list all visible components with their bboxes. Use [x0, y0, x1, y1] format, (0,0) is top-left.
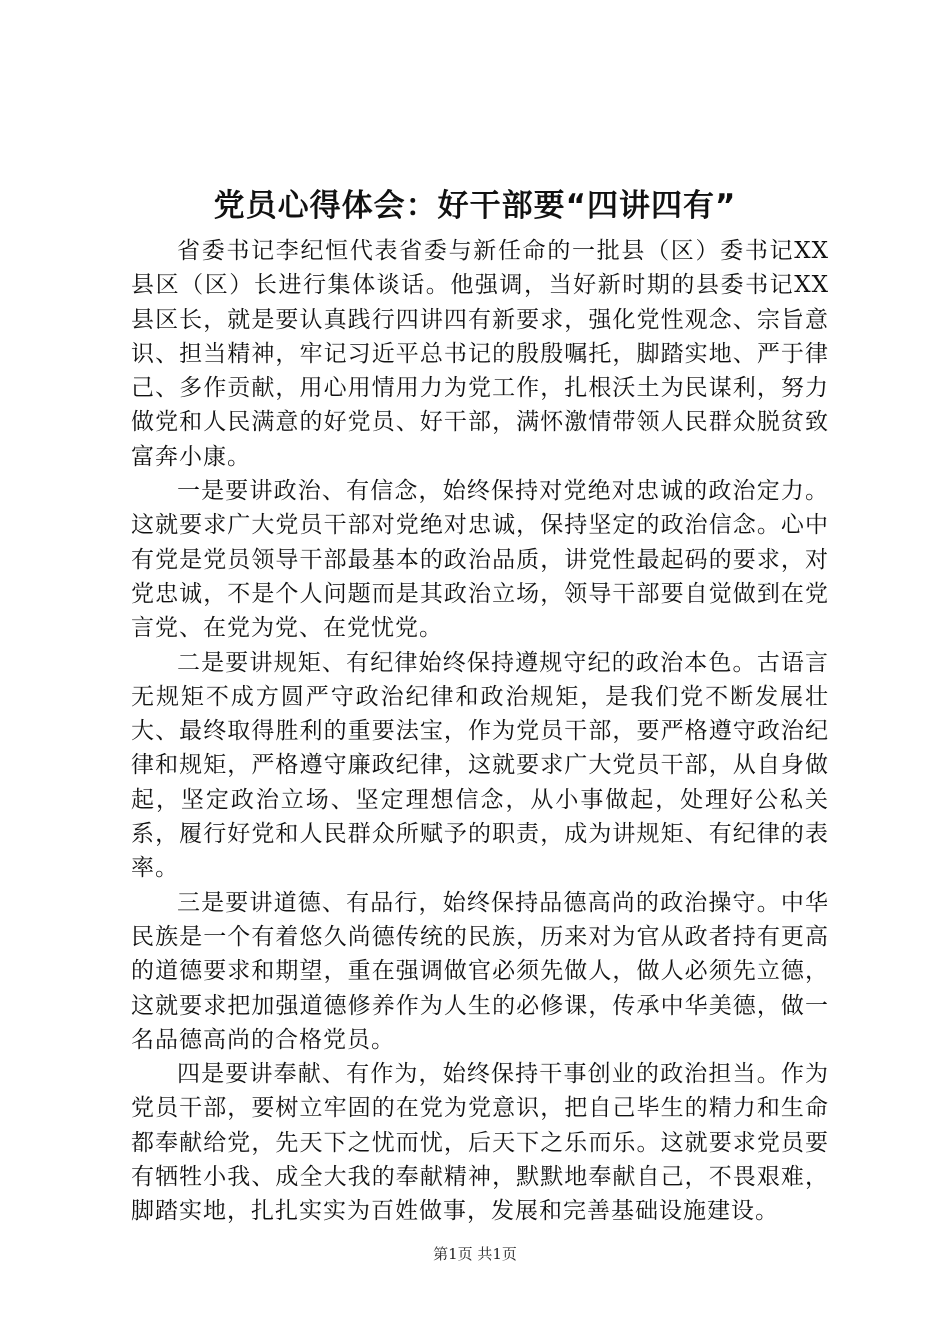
paragraph-point-3: 三是要讲道德、有品行，始终保持品德高尚的政治操守。中华民族是一个有着悠久尚德传统的民族，历来对为官从政者持有更高的道德要求和期望，重在强调做官必须先做人，做人必须先立德，这就要求把加强道德修养作为人生的必修课，传承中华美德，做一名品德高尚的合格党员。: [131, 889, 829, 1053]
paragraph-point-4: 四是要讲奉献、有作为，始终保持干事创业的政治担当。作为党员干部，要树立牢固的在党为党意识，把自己毕生的精力和生命都奉献给党，先天下之忧而忧，后天下之乐而乐。这就要求党员要有牺牲小我、成全大我的奉献精神，默默地奉献自己，不畏艰难，脚踏实地，扎扎实实为百姓做事，发展和完善基础设施建设。: [131, 1061, 829, 1225]
paragraph-intro: 省委书记李纪恒代表省委与新任命的一批县（区）委书记XX县区（区）长进行集体谈话。他强调，当好新时期的县委书记XX县区长，就是要认真践行四讲四有新要求，强化党性观念、宗旨意识、担当精神，牢记习近平总书记的殷殷嘱托，脚踏实地、严于律己、多作贡献，用心用情用力为党工作，扎根沃土为民谋利，努力做党和人民满意的好党员、好干部，满怀激情带领人民群众脱贫致富奔小康。: [131, 238, 829, 470]
page-number-footer: 第1页 共1页: [433, 1245, 517, 1263]
paragraph-point-1: 一是要讲政治、有信念，始终保持对党绝对忠诚的政治定力。这就要求广大党员干部对党绝对忠诚，保持坚定的政治信念。心中有党是党员领导干部最基本的政治品质，讲党性最起码的要求，对党忠诚，不是个人问题而是其政治立场，领导干部要自觉做到在党言党、在党为党、在党忧党。: [131, 478, 829, 642]
paragraph-point-2: 二是要讲规矩、有纪律始终保持遵规守纪的政治本色。古语言无规矩不成方圆严守政治纪律和政治规矩，是我们党不断发展壮大、最终取得胜利的重要法宝，作为党员干部，要严格遵守政治纪律和规矩，严格遵守廉政纪律，这就要求广大党员干部，从自身做起，坚定政治立场、坚定理想信念，从小事做起，处理好公私关系，履行好党和人民群众所赋予的职责，成为讲规矩、有纪律的表率。: [131, 649, 829, 882]
document-title: 党员心得体会：好干部要“四讲四有”: [213, 188, 737, 224]
document-body: [131, 234, 829, 1229]
